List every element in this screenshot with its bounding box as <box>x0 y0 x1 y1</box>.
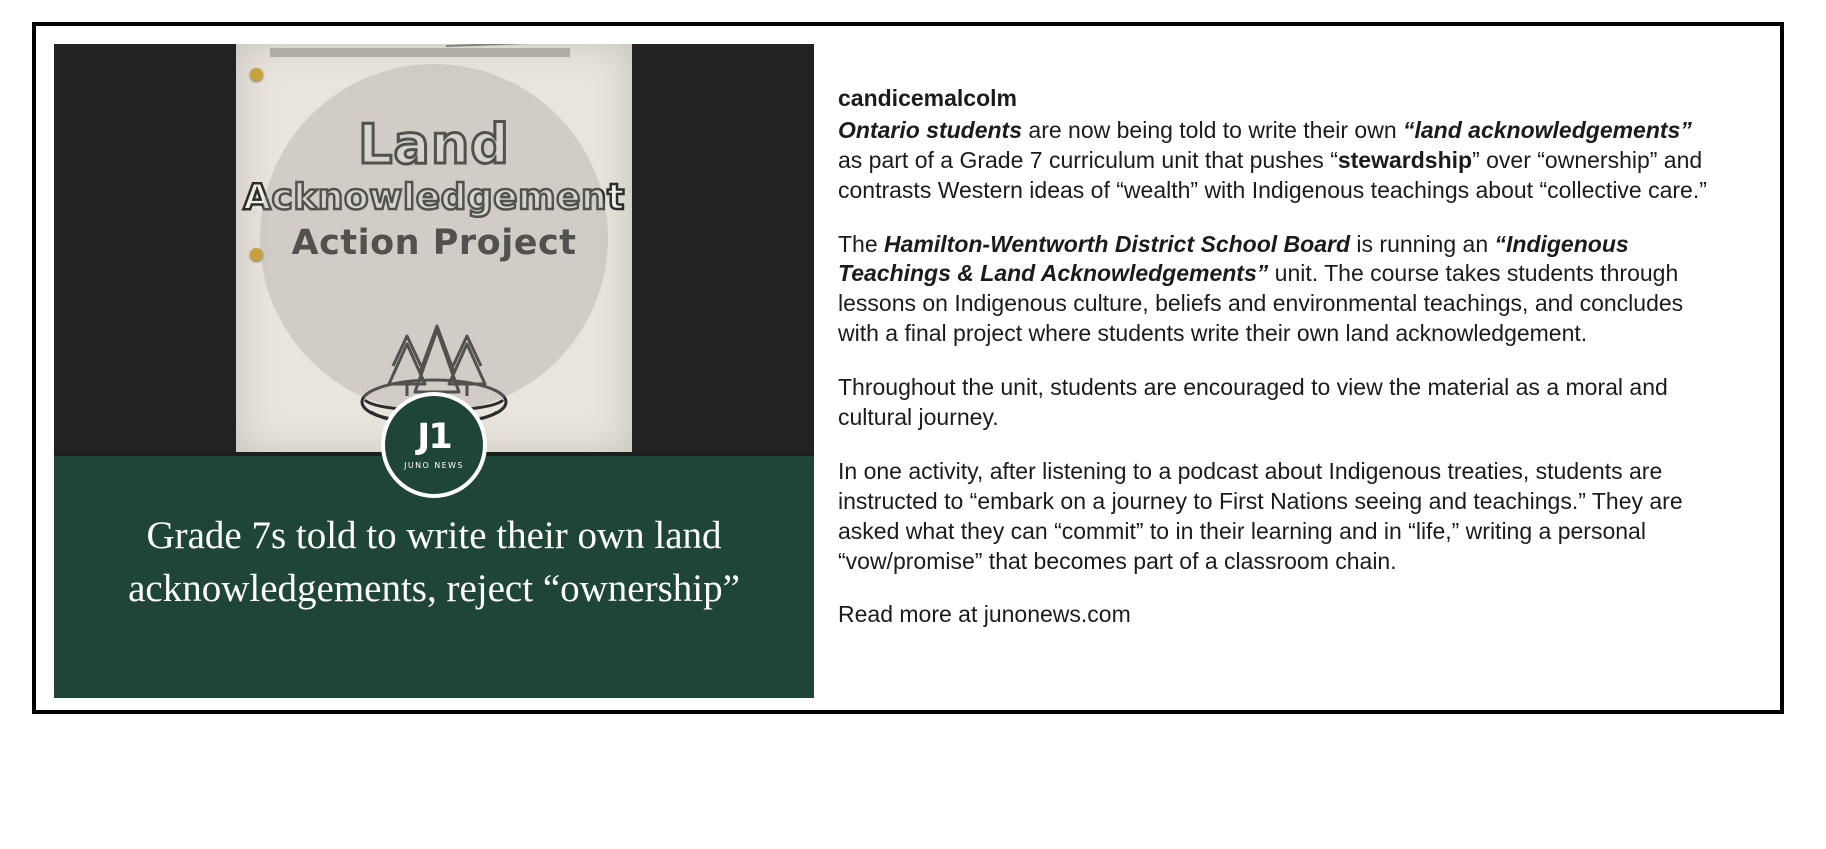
author-handle: candicemalcolm <box>838 85 1017 111</box>
poster-title-line-2: Acknowledgement <box>243 177 625 219</box>
poster-paper <box>236 44 632 452</box>
article-text-run: “Indigenous Teachings & Land Acknowledgements” <box>838 230 1629 287</box>
article-text-run: stewardship <box>1337 146 1473 173</box>
article-paragraph <box>838 373 1722 433</box>
article-text-run: is running an <box>1350 230 1495 257</box>
article-text-run: In one activity, after listening to a podcast about Indigenous treaties, students are instructed to “embark on a journey to First Nations seeing and teachings.” They are asked what they can “commit” to in their learning and in “life,” writing a personal “vow/promise” that becomes part of a classroom chain. <box>838 457 1683 574</box>
article-text-run: Ontario students <box>838 116 1023 143</box>
article-text-run: Read more at junonews.com <box>838 601 1131 628</box>
article-panel <box>814 44 1762 692</box>
headline-text: Grade 7s told to write their own land acknowledgements, reject “ownership” <box>128 514 740 610</box>
article-text-run: “land acknowledgements” <box>1403 116 1692 143</box>
news-card <box>32 22 1784 714</box>
article-paragraph <box>838 230 1722 350</box>
poster-photo <box>54 44 814 452</box>
poster-title <box>236 113 632 264</box>
media-panel <box>54 44 814 698</box>
article-text-run: as part of a Grade 7 curriculum unit that pushes “ <box>838 146 1338 173</box>
article-text-run: are now being told to write their own <box>1022 116 1403 143</box>
article-text-run: The <box>838 230 885 257</box>
juno-news-logo <box>381 392 487 498</box>
card-inner <box>36 26 1780 710</box>
paper-edge-line <box>446 44 616 47</box>
pushpin-icon <box>250 68 263 81</box>
article-text-run: Throughout the unit, students are encouraged to view the material as a moral and cultural journey. <box>838 374 1668 431</box>
logo-wordmark: JUNO NEWS <box>404 461 464 470</box>
article-text-run: ” over “ownership” and contrasts Western ideas of “wealth” with Indigenous teachings about “collective care.” <box>838 146 1707 203</box>
poster-title-line-3: Action Project <box>291 223 577 264</box>
paper-header-line <box>270 48 570 57</box>
article-body <box>838 116 1722 630</box>
article-paragraph <box>838 600 1722 630</box>
article-text-run: Hamilton-Wentworth District School Board <box>884 230 1351 257</box>
poster-title-line-1: Land <box>358 113 510 176</box>
article-paragraph <box>838 457 1722 577</box>
logo-mark: J1 <box>417 417 451 457</box>
article-text-run: unit. The course takes students through lessons on Indigenous culture, beliefs and environmental teachings, and concludes with a final project where students write their own land acknowledgement. <box>838 260 1684 347</box>
article-paragraph <box>838 116 1722 206</box>
